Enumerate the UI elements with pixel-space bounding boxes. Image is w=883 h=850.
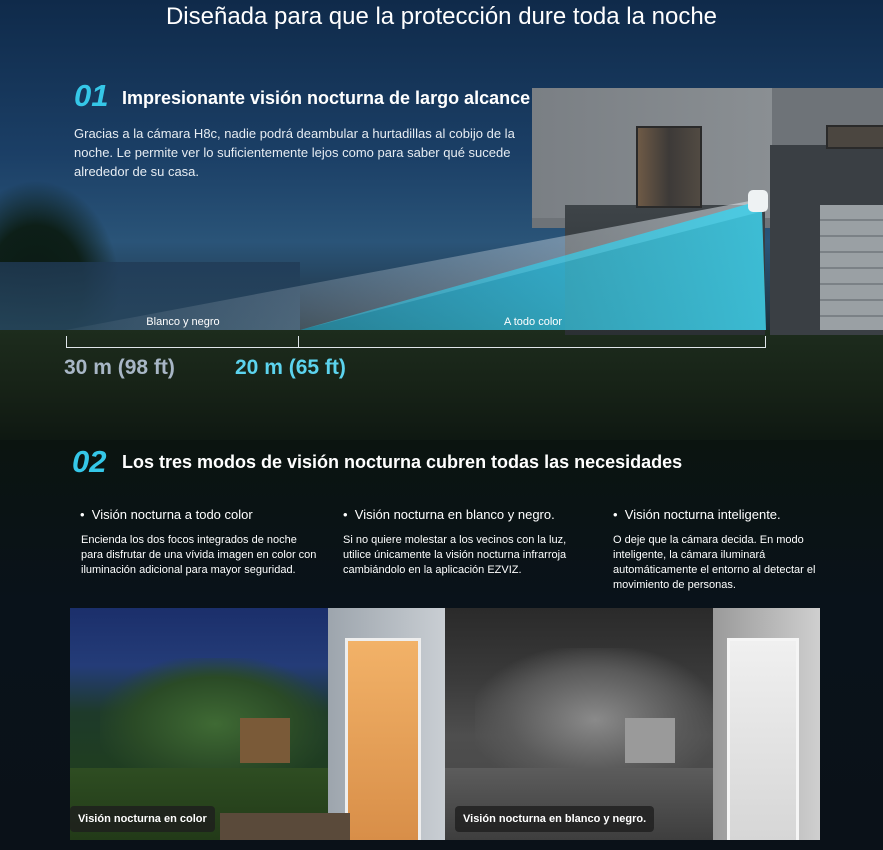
- distance-color: 20 m (65 ft): [235, 356, 346, 379]
- range-tick: [66, 336, 67, 348]
- range-tick: [765, 336, 766, 348]
- mode-body-bw: Si no quiere molestar a los vecinos con la luz, utilice únicamente la visión nocturna infrarroja cambiándolo en la aplicación EZVIZ.: [343, 534, 567, 576]
- mode-heading-smart: • Visión nocturna inteligente.: [613, 507, 781, 522]
- section2-number: 02: [72, 444, 107, 479]
- mode-body-color: Encienda los dos focos integrados de noche para disfrutar de una vívida imagen en color con iluminación adicional para mayor seguridad.: [81, 534, 317, 576]
- range-label-bw: Blanco y negro: [146, 316, 220, 328]
- section1-body: Gracias a la cámara H8c, nadie podrá deambular a hurtadillas al cobijo de la noche. Le permite ver lo suficientemente lejos como para saber qué sucede alrededor de su casa.: [74, 126, 515, 179]
- camera-icon: [748, 190, 768, 212]
- section1-title: Impresionante visión nocturna de largo alcance: [122, 88, 531, 108]
- mode-heading-bw: • Visión nocturna en blanco y negro.: [343, 507, 555, 522]
- section2-title: Los tres modos de visión nocturna cubren todas las necesidades: [122, 452, 683, 472]
- photo-color-night-vision: [70, 608, 445, 840]
- mode-body-smart: O deje que la cámara decida. En modo inteligente, la cámara iluminará automáticamente el entorno al detectar el movimiento de personas.: [613, 534, 816, 591]
- photo-label-bw: Visión nocturna en blanco y negro.: [455, 806, 654, 832]
- range-label-color: A todo color: [503, 316, 563, 328]
- color-beam: [300, 202, 766, 330]
- section1-number: 01: [74, 78, 109, 113]
- photo-label-color: Visión nocturna en color: [70, 806, 215, 832]
- mode-heading-color: • Visión nocturna a todo color: [80, 507, 253, 522]
- photo-bw-night-vision: [445, 608, 820, 840]
- range-scale-line: [66, 347, 766, 348]
- page-headline: Diseñada para que la protección dure toda la noche: [165, 3, 718, 30]
- distance-bw: 30 m (98 ft): [64, 356, 175, 379]
- range-tick: [298, 336, 299, 348]
